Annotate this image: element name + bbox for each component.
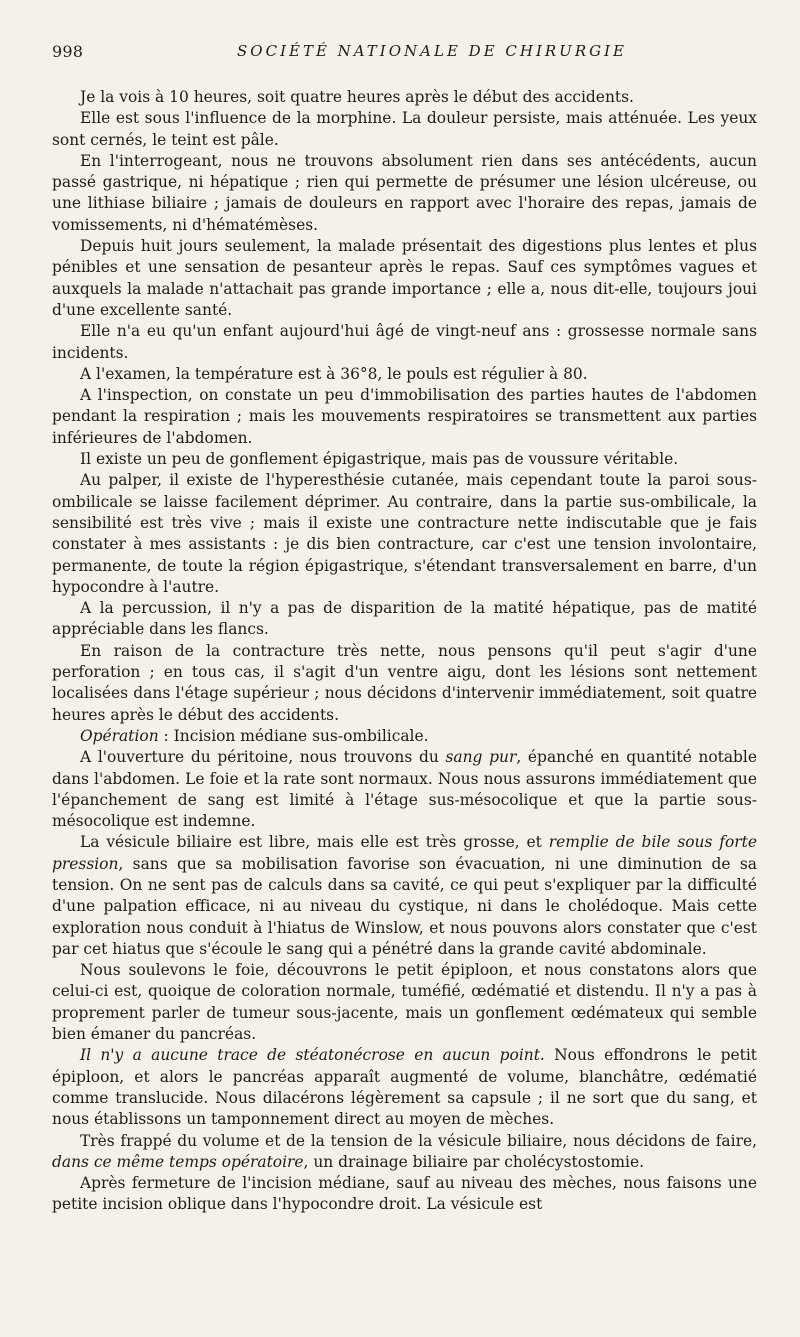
page-number: 998 (52, 42, 84, 61)
paragraph-text: Nous soulevons le foie, découvrons le petit épiploon, et nous constatons alors que celui-ci est, quoique de coloration normale, tuméfié, œdématié et distendu. Il n'y a pas à proprement parler de tumeur sous-jacente, mais un gonflement œdémateux qui semble bien émaner du pancréas. (52, 961, 757, 1044)
italic-text: sang pur (445, 748, 517, 767)
paragraph-text: A l'ouverture du péritoine, nous trouvons du (80, 748, 446, 767)
paragraph (52, 1045, 757, 1130)
paragraph-text: , sans que sa mobilisation favorise son évacuation, ni une diminution de sa tension. On ne sent pas de calculs dans sa cavité, ce qui peut s'expliquer par la difficulté d'une palpation efficace, ni au niveau du cystique, ni dans le cholédoque. Mais cette exploration nous conduit à l'hiatus de Winslow, et nous pouvons alors constater que c'est par cet hiatus que s'écoule le sang qui a pénétré dans la grande cavité abdominale. (52, 854, 757, 958)
paragraph-text: Elle est sous l'influence de la morphine. La douleur persiste, mais atténuée. Les yeux sont cernés, le teint est pâle. (52, 109, 757, 149)
paragraph-text: , un drainage biliaire par cholécystostomie. (303, 1152, 645, 1171)
paragraph-text: En l'interrogeant, nous ne trouvons absolument rien dans ses antécédents, aucun passé gastrique, ni hépatique ; rien qui permette de présumer une lésion ulcéreuse, ou une lithiase biliaire ; jamais de douleurs en rapport avec l'horaire des repas, jamais de vomissements, ni d'hématémèses. (52, 151, 757, 234)
paragraph-text: En raison de la contracture très nette, nous pensons qu'il peut s'agir d'une perforation ; en tous cas, il s'agit d'un ventre aigu, dont les lésions sont nettement localisées dans l'étage supérieur ; nous décidons d'intervenir immédiatement, soit quatre heures après le début des accidents. (52, 641, 757, 724)
body-text (52, 87, 757, 1216)
paragraph-text: Depuis huit jours seulement, la malade présentait des digestions plus lentes et plus pénibles et une sensation de pesanteur après le repas. Sauf ces symptômes vagues et auxquels la malade n'attachait pas grande importance ; elle a, nous dit-elle, toujours joui d'une excellente santé. (52, 237, 757, 319)
paragraph-text: , épanché en quantité notable dans l'abdomen. Le foie et la rate sont normaux. Nous nous assurons immédiatement que l'épanchement de sang est limité à l'étage sus-mésocolique et que la partie sous-mésocolique est indemne. (52, 748, 757, 831)
running-title: SOCIÉTÉ NATIONALE DE CHIRURGIE (237, 42, 627, 60)
paragraph (52, 1131, 757, 1174)
paragraph-text: A l'examen, la température est à 36°8, le pouls est régulier à 80. (80, 364, 588, 383)
paragraph-text: Il existe un peu de gonflement épigastrique, mais pas de voussure véritable. (80, 450, 679, 469)
paragraph (52, 747, 757, 832)
paragraph-text: Au palper, il existe de l'hyperesthésie cutanée, mais cependant toute la paroi sous-ombilicale se laisse facilement déprimer. Au contraire, dans la partie sus-ombilicale, la sensibilité est très vive ; mais il existe une contracture nette indiscutable que je fais constater à mes assistants : je dis bien contracture, car c'est une tension involontaire, permanente, de toute la région épigastrique, s'étendant transversalement en barre, d'un hypocondre à l'autre. (52, 471, 757, 596)
paragraph (52, 449, 757, 470)
italic-text: Il n'y a aucune trace de stéatonécrose en aucun point. (80, 1046, 545, 1065)
paragraph (52, 385, 757, 449)
italic-text: Opération (80, 726, 159, 745)
paragraph-text: Elle n'a eu qu'un enfant aujourd'hui âgé de vingt-neuf ans : grossesse normale sans incidents. (52, 322, 757, 362)
paragraph (52, 236, 757, 321)
paragraph-text: A l'inspection, on constate un peu d'immobilisation des parties hautes de l'abdomen pendant la respiration ; mais les mouvements respiratoires se transmettent aux parties inférieures de l'abdomen. (52, 386, 757, 447)
paragraph (52, 151, 757, 236)
paragraph-text: La vésicule biliaire est libre, mais elle est très grosse, et (80, 833, 549, 852)
paragraph (52, 641, 757, 726)
paragraph-text: A la percussion, il n'y a pas de disparition de la matité hépatique, pas de matité appréciable dans les flancs. (52, 599, 757, 639)
paragraph (52, 726, 757, 747)
paragraph (52, 470, 757, 598)
paragraph (52, 364, 757, 385)
paragraph (52, 321, 757, 364)
paragraph-text: Très frappé du volume et de la tension de la vésicule biliaire, nous décidons de faire, (80, 1131, 757, 1150)
paragraph-text: Nous effondrons le petit épiploon, et alors le pancréas apparaît augmenté de volume, blanchâtre, œdématié comme translucide. Nous dilacérons légèrement sa capsule ; il ne sort que du sang, et nous établissons un tamponnement direct au moyen de mèches. (52, 1046, 757, 1129)
paragraph-text: Je la vois à 10 heures, soit quatre heures après le début des accidents. (80, 88, 634, 106)
italic-text: dans ce même temps opératoire (52, 1152, 304, 1171)
paragraph (52, 598, 757, 641)
paragraph (52, 832, 757, 960)
paragraph-text: : Incision médiane sus-ombilicale. (158, 726, 429, 745)
italic-text: remplie de bile sous forte pression (52, 833, 757, 873)
paragraph (52, 960, 757, 1045)
paragraph (52, 87, 757, 108)
paragraph (52, 108, 757, 151)
paragraph (52, 1173, 757, 1216)
page-header (52, 42, 757, 66)
paragraph-text: Après fermeture de l'incision médiane, sauf au niveau des mèches, nous faisons une petite incision oblique dans l'hypocondre droit. La vésicule est (52, 1174, 757, 1214)
